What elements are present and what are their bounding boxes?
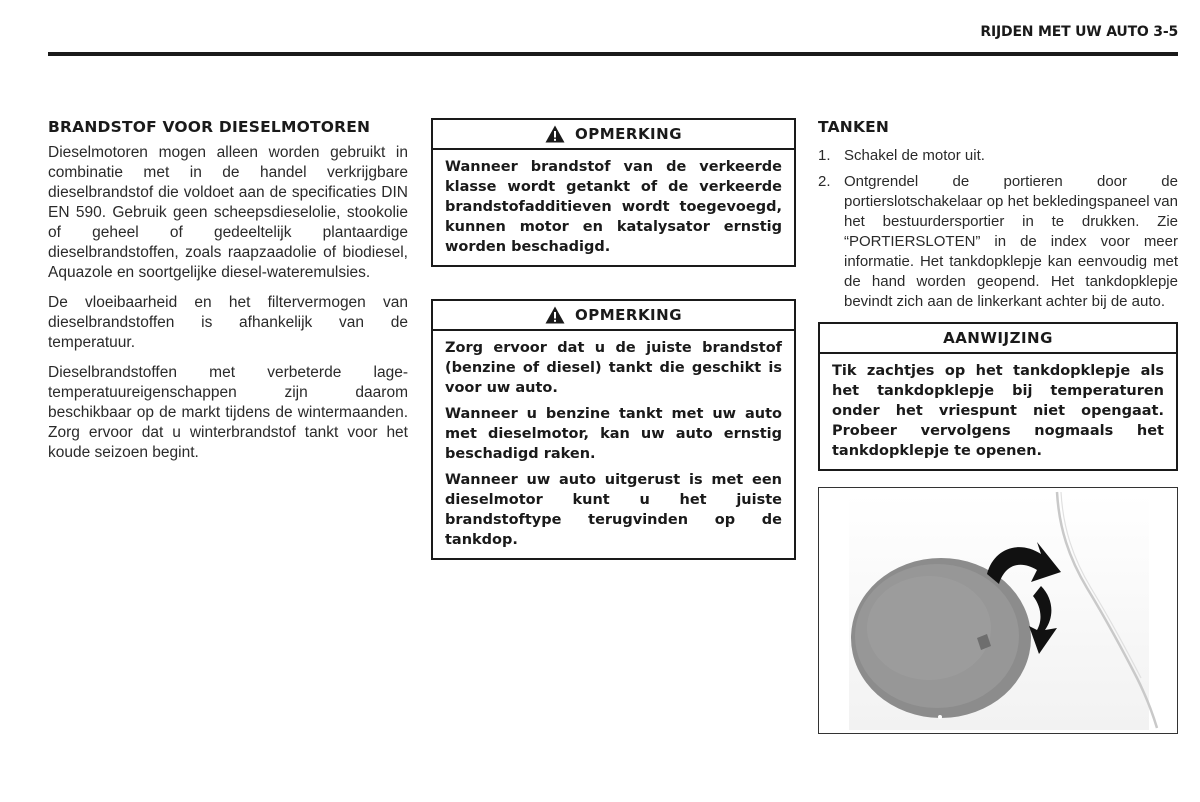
step-number: 1. xyxy=(818,147,831,164)
aanwijzing-title: AANWIJZING xyxy=(943,329,1053,347)
notice-body-2 xyxy=(433,331,794,558)
step-number: 2. xyxy=(818,173,831,190)
step-item-2 xyxy=(818,172,1178,312)
aanwijzing-body xyxy=(820,354,1176,469)
aanwijzing-text: Tik zachtjes op het tankdopklepje als het tankdopklepje bij temperaturen onder het vriespunt niet opengaat. Probeer vervolgens nogmaals het tankdopklepje te openen. xyxy=(832,363,1164,459)
step-text: Ontgrendel de portieren door de portierslotschakelaar op het bekledingspaneel van het bestuurdersportier in te drukken. Zie “PORTIERSLOTEN” in de index voor meer informatie. Het tankdopklepje kan eenvoudig met de hand worden geopend. Het tankdopklepje bevindt zich aan de linkerkant achter bij de auto. xyxy=(844,173,1178,310)
step-text: Schakel de motor uit. xyxy=(844,147,985,164)
notice-1-paragraph-1: Wanneer brandstof van de verkeerde klasse wordt getankt of de verkeerde brandstofadditieven wordt toegevoegd, kunnen motor en katalysator ernstig worden beschadigd. xyxy=(445,159,782,255)
notice-header-1 xyxy=(433,120,794,150)
notice-title-1: OPMERKING xyxy=(574,125,683,143)
notice-header-2 xyxy=(433,301,794,331)
paragraph-diesel-1: Dieselmotoren mogen alleen worden gebruikt in combinatie met in de handel verkrijgbare dieselbrandstof die voldoet aan de specificaties DIN EN 590. Gebruik geen scheepsdieselolie, stookolie of geheel of gedeeltelijk plantaardige dieselbrandstoffen, zoals raapzaadolie of biodiesel, Aquazole en soortgelijke diesel-wateremulsies. xyxy=(48,144,408,281)
notice-box-2 xyxy=(431,299,796,560)
column-left xyxy=(48,118,408,473)
paragraph-diesel-2: De vloeibaarheid en het filtervermogen van dieselbrandstoffen is afhankelijk van de temperatuur. xyxy=(48,294,408,351)
warning-triangle-icon xyxy=(545,306,565,324)
column-middle xyxy=(431,118,796,560)
steps-list xyxy=(818,146,1178,312)
notice-body-1 xyxy=(433,150,794,265)
paragraph-diesel-3: Dieselbrandstoffen met verbeterde lage-temperatuureigenschappen zijn daarom beschikbaar op de markt tijdens de wintermaanden. Zorg ervoor dat u winterbrandstof tankt voor het koude seizoen begint. xyxy=(48,364,408,461)
notice-2-paragraph-3: Wanneer uw auto uitgerust is met een dieselmotor kunt u het juiste brandstoftype terugvinden op de tankdop. xyxy=(445,472,782,548)
column-right xyxy=(818,118,1178,734)
fuel-door-drawing xyxy=(819,488,1178,734)
warning-triangle-icon xyxy=(545,125,565,143)
notice-2-paragraph-2: Wanneer u benzine tankt met uw auto met dieselmotor, kan uw auto ernstig beschadigd raken. xyxy=(445,406,782,462)
notice-2-paragraph-1: Zorg ervoor dat u de juiste brandstof (benzine of diesel) tankt die geschikt is voor uw auto. xyxy=(445,340,782,396)
section-title-tanken: TANKEN xyxy=(818,118,890,136)
step-item-1 xyxy=(818,146,1178,166)
notice-title-2: OPMERKING xyxy=(574,306,683,324)
running-head: RIJDEN MET UW AUTO 3-5 xyxy=(980,24,1178,40)
aanwijzing-box xyxy=(818,322,1178,471)
notice-box-1 xyxy=(431,118,796,267)
header-rule xyxy=(48,52,1178,56)
aanwijzing-header xyxy=(820,324,1176,354)
fuel-door-illustration xyxy=(818,487,1178,734)
section-title-diesel: BRANDSTOF VOOR DIESELMOTOREN xyxy=(48,118,371,136)
